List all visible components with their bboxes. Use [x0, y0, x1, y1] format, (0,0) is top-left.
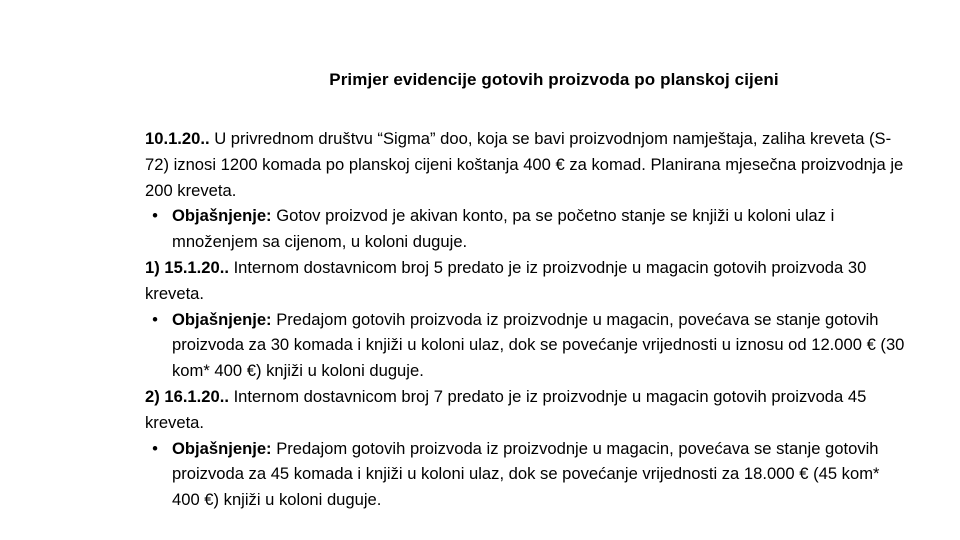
entry-number-date: 2) 16.1.20..: [145, 386, 229, 406]
entry-text: Internom dostavnicom broj 5 predato je iz proizvodnje u magacin gotovih proizvoda 30 kreveta.: [145, 257, 867, 303]
slide-title: Primjer evidencije gotovih proizvoda po planskoj cijeni: [329, 70, 779, 89]
intro-paragraph: [145, 126, 905, 203]
entry-text: Internom dostavnicom broj 7 predato je iz proizvodnje u magacin gotovih proizvoda 45 kreveta.: [145, 386, 867, 432]
explanation-item-0: [145, 203, 905, 255]
bullet-icon: •: [152, 206, 158, 226]
explanation-item-1: [145, 307, 905, 384]
entry-paragraph-1: [145, 255, 905, 307]
bullet-icon: •: [152, 438, 158, 458]
bullet-icon: •: [152, 309, 158, 329]
explanation-text: Gotov proizvod je akivan konto, pa se početno stanje se knjiži u koloni ulaz i množenjem sa cijenom, u koloni duguje.: [172, 206, 835, 252]
entry-paragraph-2: [145, 384, 905, 436]
slide-content: [145, 126, 905, 513]
intro-text: U privrednom društvu “Sigma” doo, koja se bavi proizvodnjom namještaja, zaliha kreveta (S-72) iznosi 1200 komada po planskoj cijeni koštanja 400 € za komad. Planirana mjesečna proizvodnja je 200 kreveta.: [145, 129, 904, 200]
explanation-text: Predajom gotovih proizvoda iz proizvodnje u magacin, povećava se stanje gotovih proizvoda za 30 komada i knjiži u koloni ulaz, dok se povećanje vrijednosti u iznosu od 12.000 € (30 kom* 400 €) knjiži u koloni duguje.: [172, 309, 905, 381]
explanation-item-2: [145, 436, 905, 513]
explanation-label: Objašnjenje:: [172, 438, 272, 458]
intro-date: 10.1.20..: [145, 129, 210, 148]
explanation-text: Predajom gotovih proizvoda iz proizvodnje u magacin, povećava se stanje gotovih proizvoda za 45 komada i knjiži u koloni ulaz, dok se povećanje vrijednosti za 18.000 € (45 kom* 400 €) knjiži u koloni duguje.: [172, 438, 880, 510]
entry-number-date: 1) 15.1.20..: [145, 257, 229, 277]
explanation-label: Objašnjenje:: [172, 309, 272, 329]
explanation-label: Objašnjenje:: [172, 206, 272, 226]
